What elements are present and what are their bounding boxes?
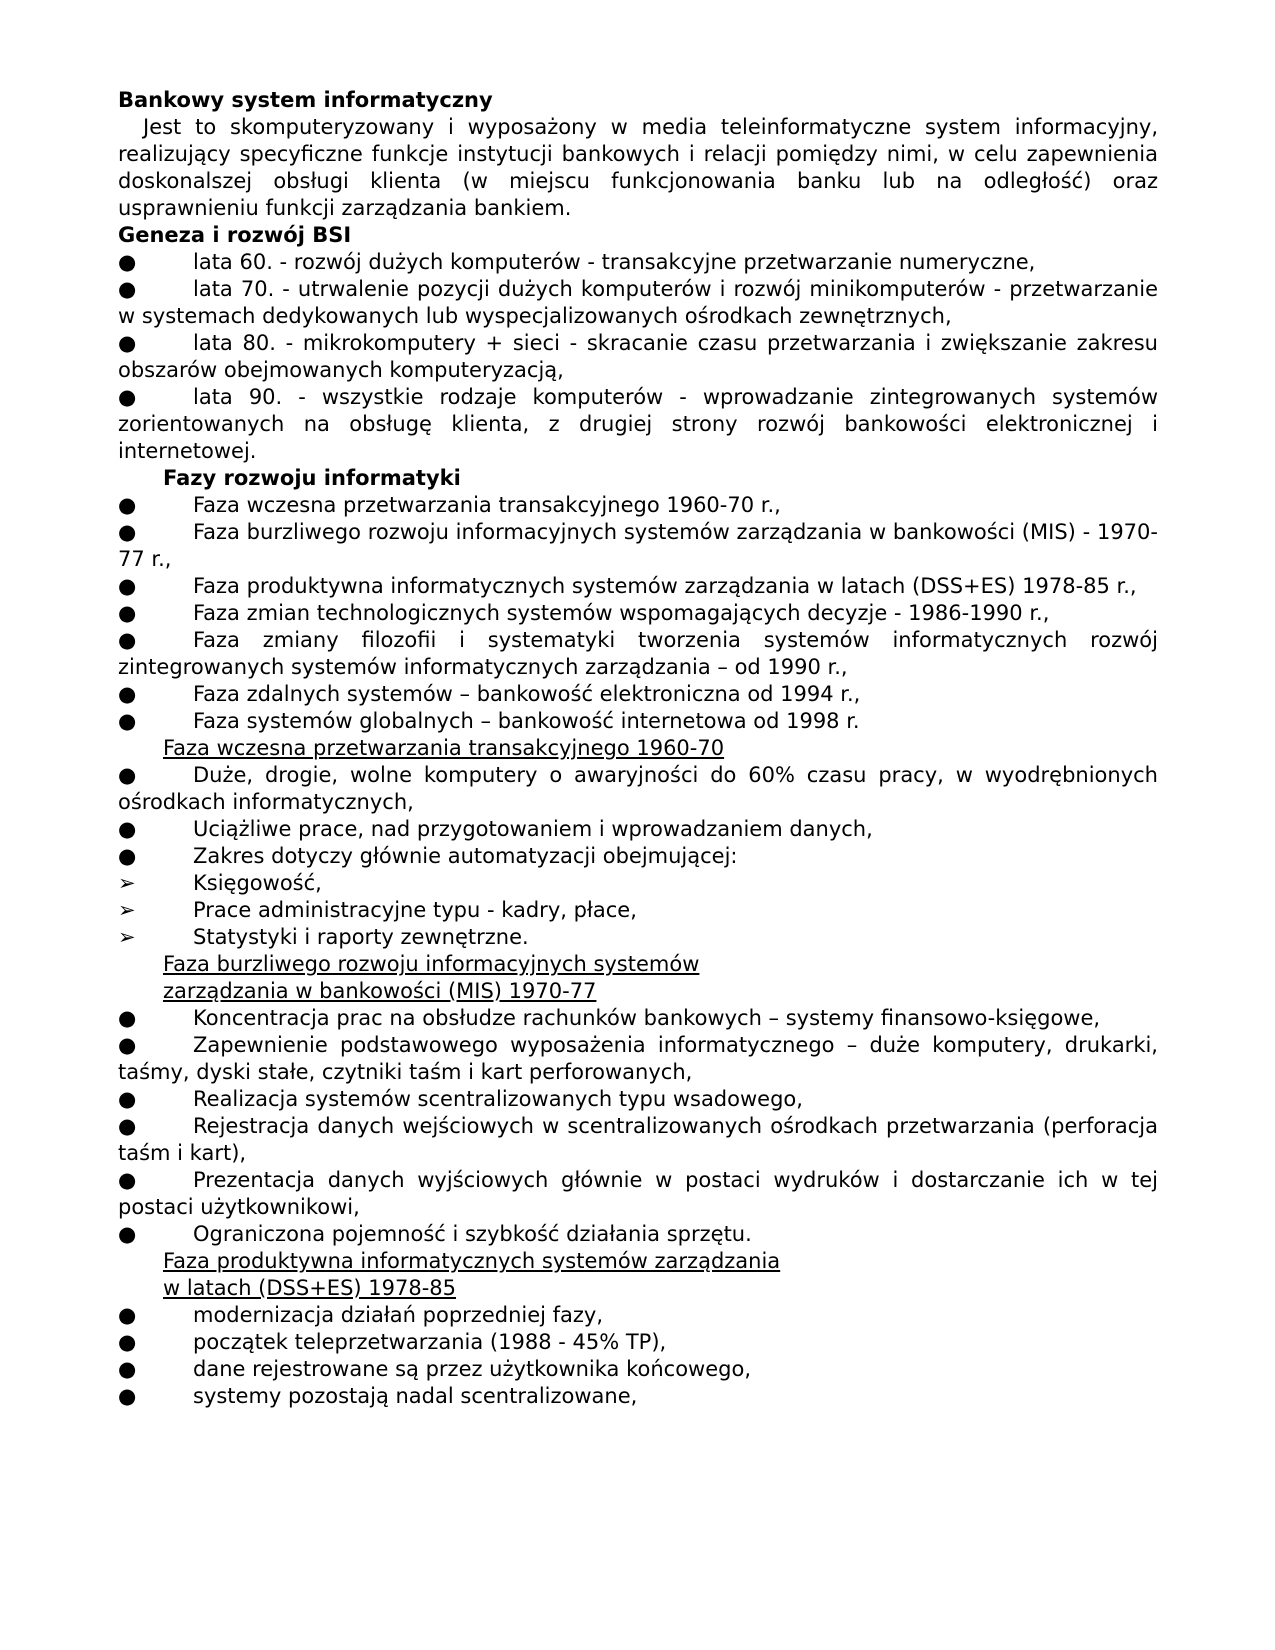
- list-item: ● Faza zdalnych systemów – bankowość elektroniczna od 1994 r.,: [118, 682, 861, 706]
- bullet-icon: ●: [118, 601, 137, 625]
- list-item: ● Koncentracja prac na obsłudze rachunków bankowych – systemy finansowo-księgowe,: [118, 1006, 1101, 1030]
- subsection-title-3b: w latach (DSS+ES) 1978-85: [163, 1276, 457, 1300]
- list-item: ● modernizacja działań poprzedniej fazy,: [118, 1303, 604, 1327]
- list-item: ● Zapewnienie podstawowego wyposażenia informatycznego – duże komputery, drukarki, taśmy, dyski stałe, czytniki taśm i kart perforowanych,: [118, 1033, 1158, 1084]
- s1-list: [118, 762, 1158, 951]
- doc-title: Bankowy system informatyczny: [118, 88, 493, 112]
- bullet-icon: ●: [118, 1114, 137, 1138]
- list-item: ● Faza systemów globalnych – bankowość internetowa od 1998 r.: [118, 709, 860, 733]
- list-item: ● Rejestracja danych wejściowych w scentralizowanych ośrodkach przetwarzania (perforacja taśm i kart),: [118, 1114, 1158, 1165]
- bullet-icon: ●: [118, 844, 137, 868]
- fazy-list: [118, 492, 1158, 735]
- section-title-fazy: Fazy rozwoju informatyki: [163, 466, 461, 490]
- bullet-icon: ●: [118, 574, 137, 598]
- s2-list: [118, 1005, 1158, 1248]
- list-item: ➢ Prace administracyjne typu - kadry, płace,: [118, 898, 637, 922]
- bullet-icon: ●: [118, 817, 137, 841]
- bullet-icon: ●: [118, 628, 137, 652]
- list-item: ● Zakres dotyczy głównie automatyzacji obejmującej:: [118, 844, 738, 868]
- bullet-icon: ●: [118, 1330, 137, 1354]
- bullet-icon: ●: [118, 1384, 137, 1408]
- list-item: ● Realizacja systemów scentralizowanych typu wsadowego,: [118, 1087, 803, 1111]
- intro-paragraph: Jest to skomputeryzowany i wyposażony w media teleinformatyczne system informacyjny, realizujący specyficzne funkcje instytucji bankowych i relacji pomiędzy nimi, w celu zapewnienia doskonalszej obsługi klienta (w miejscu funkcjonowania banku lub na odległość) oraz usprawnieniu funkcji zarządzania bankiem.: [118, 115, 1158, 220]
- bullet-icon: ●: [118, 277, 137, 301]
- subsection-title-2a: Faza burzliwego rozwoju informacyjnych systemów: [163, 952, 700, 976]
- list-item: ➢ Statystyki i raporty zewnętrzne.: [118, 925, 529, 949]
- bullet-icon: ●: [118, 331, 137, 355]
- bullet-icon: ●: [118, 709, 137, 733]
- subsection-title-3a: Faza produktywna informatycznych systemów zarządzania: [163, 1249, 781, 1273]
- list-item: ● systemy pozostają nadal scentralizowane,: [118, 1384, 638, 1408]
- bullet-icon: ●: [118, 1357, 137, 1381]
- list-item: ● Faza zmian technologicznych systemów wspomagających decyzje - 1986-1990 r.,: [118, 601, 1050, 625]
- list-item: ● lata 90. - wszystkie rodzaje komputerów - wprowadzanie zintegrowanych systemów zorientowanych na obsługę klienta, z drugiej strony rozwój bankowości elektronicznej i internetowej.: [118, 385, 1158, 463]
- list-item: ● Uciążliwe prace, nad przygotowaniem i wprowadzaniem danych,: [118, 817, 873, 841]
- list-item: ● lata 80. - mikrokomputery + sieci - skracanie czasu przetwarzania i zwiększanie zakresu obszarów obejmowanych komputeryzacją,: [118, 331, 1158, 382]
- bullet-icon: ●: [118, 682, 137, 706]
- list-item: ● dane rejestrowane są przez użytkownika końcowego,: [118, 1357, 752, 1381]
- geneza-list: [118, 249, 1158, 465]
- list-item: ● Faza produktywna informatycznych systemów zarządzania w latach (DSS+ES) 1978-85 r.,: [118, 574, 1137, 598]
- bullet-icon: ●: [118, 1033, 137, 1057]
- bullet-icon: ●: [118, 493, 137, 517]
- arrow-bullet-icon: ➢: [118, 871, 136, 895]
- list-item: ● Ograniczona pojemność i szybkość działania sprzętu.: [118, 1222, 752, 1246]
- document-page: [118, 87, 1158, 1410]
- section-title-geneza: Geneza i rozwój BSI: [118, 223, 352, 247]
- arrow-bullet-icon: ➢: [118, 898, 136, 922]
- list-item: ● lata 60. - rozwój dużych komputerów - transakcyjne przetwarzanie numeryczne,: [118, 250, 1036, 274]
- subsection-title-1: Faza wczesna przetwarzania transakcyjnego 1960-70: [163, 736, 725, 760]
- bullet-icon: ●: [118, 520, 137, 544]
- list-item: ● Faza zmiany filozofii i systematyki tworzenia systemów informatycznych rozwój zintegrowanych systemów informatycznych zarządzania – od 1990 r.,: [118, 628, 1158, 679]
- list-item: ● Faza burzliwego rozwoju informacyjnych systemów zarządzania w bankowości (MIS) - 1970-77 r.,: [118, 520, 1158, 571]
- bullet-icon: ●: [118, 1303, 137, 1327]
- arrow-bullet-icon: ➢: [118, 925, 136, 949]
- bullet-icon: ●: [118, 1168, 137, 1192]
- bullet-icon: ●: [118, 385, 137, 409]
- s3-list: [118, 1302, 1158, 1410]
- list-item: ● Duże, drogie, wolne komputery o awaryjności do 60% czasu pracy, w wyodrębnionych ośrodkach informatycznych,: [118, 763, 1158, 814]
- subsection-title-2b: zarządzania w bankowości (MIS) 1970-77: [163, 979, 597, 1003]
- list-item: ● lata 70. - utrwalenie pozycji dużych komputerów i rozwój minikomputerów - przetwarzanie w systemach dedykowanych lub wyspecjalizowanych ośrodkach zewnętrznych,: [118, 277, 1158, 328]
- list-item: ● Faza wczesna przetwarzania transakcyjnego 1960-70 r.,: [118, 493, 781, 517]
- bullet-icon: ●: [118, 763, 137, 787]
- list-item: ● początek teleprzetwarzania (1988 - 45% TP),: [118, 1330, 667, 1354]
- bullet-icon: ●: [118, 1222, 137, 1246]
- bullet-icon: ●: [118, 1006, 137, 1030]
- bullet-icon: ●: [118, 1087, 137, 1111]
- list-item: ● Prezentacja danych wyjściowych głównie w postaci wydruków i dostarczanie ich w tej postaci użytkownikowi,: [118, 1168, 1158, 1219]
- list-item: ➢ Księgowość,: [118, 871, 322, 895]
- bullet-icon: ●: [118, 250, 137, 274]
